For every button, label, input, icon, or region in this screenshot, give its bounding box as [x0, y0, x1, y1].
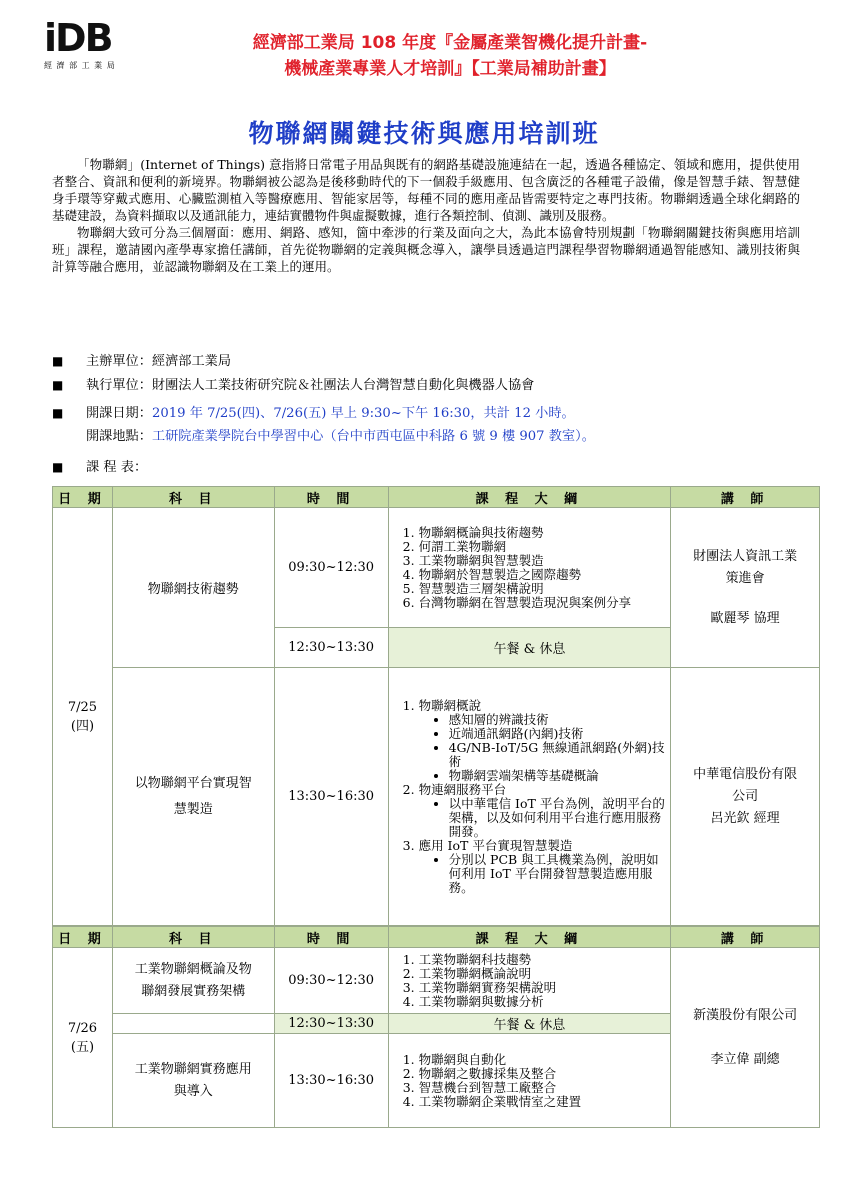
- date-line: [52, 404, 812, 423]
- day2-date: 7/26: [67, 1020, 98, 1036]
- day1-session2-speaker: [671, 668, 820, 926]
- list-item: • 分別以 PCB 與工具機業為例，說明如何利用 IoT 平台開發智慧製造應用服務。: [449, 853, 667, 895]
- sub-list: [419, 713, 667, 783]
- logo-mark: iDB: [44, 16, 112, 60]
- outline-list: [389, 524, 671, 612]
- square-bullet-icon: ■: [52, 354, 64, 368]
- subject-line: 工業物聯網實務應用: [134, 1061, 252, 1077]
- list-item: 2. 物聯網之數據採集及整合: [419, 1067, 667, 1081]
- subject-line: 聯網發展實務架構: [141, 983, 246, 999]
- header-speaker: 講 師: [671, 487, 820, 508]
- header-subject: 科 目: [112, 927, 274, 948]
- list-item: 3. 智慧機台到智慧工廠整合: [419, 1081, 667, 1095]
- speaker-org: 財團法人資訊工業: [693, 548, 798, 564]
- day1-session2-time: 13:30~16:30: [274, 668, 388, 926]
- list-item: • 4G/NB-IoT/5G 無線通訊網路(外網)技術: [449, 741, 667, 769]
- square-bullet-icon: ■: [52, 406, 64, 420]
- list-item: 4. 工業物聯網與數據分析: [419, 995, 667, 1009]
- page-title: 物聯網關鍵技術與應用培訓班: [248, 119, 600, 148]
- sub-list: [419, 853, 667, 895]
- list-item: 4. 工業物聯網企業戰情室之建置: [419, 1095, 667, 1109]
- list-item: 5. 智慧製造三層架構說明: [419, 582, 667, 596]
- subject-line: 慧製造: [173, 801, 213, 817]
- logo-subtitle: 經 濟 部 工 業 局: [44, 61, 116, 70]
- list-item: 1. 物聯網與自動化: [419, 1053, 667, 1067]
- day1-lunch-time: 12:30~13:30: [274, 628, 388, 668]
- outline-list: [389, 951, 671, 1011]
- program-header: [150, 30, 750, 82]
- day1-date: 7/25: [67, 699, 98, 715]
- schedule-table-day2: [52, 926, 820, 1128]
- date-value: 2019 年 7/25(四)、7/26(五) 早上 9:30~下午 16:30，共計 12 小時。: [151, 406, 575, 421]
- outline-item-text: 應用 IoT 平台實現智慧製造: [418, 837, 573, 853]
- subject-line: 工業物聯網概論及物: [134, 961, 252, 977]
- header-time: 時 間: [274, 487, 388, 508]
- subject-line: 以物聯網平台實現智: [134, 775, 252, 791]
- day1-lunch: 午餐 & 休息: [388, 628, 671, 668]
- speaker-org: 新漢股份有限公司: [693, 1007, 798, 1023]
- day2-session1-subject: [112, 948, 274, 1014]
- day1-weekday: (四): [70, 718, 95, 734]
- executor-text: 執行單位：財團法人工業技術研究院＆社團法人台灣智慧自動化與機器人協會: [86, 378, 535, 393]
- organizer-line: [52, 352, 812, 371]
- place-line: [52, 428, 812, 446]
- speaker-name: 呂光欽 經理: [710, 810, 780, 826]
- square-bullet-icon: ■: [52, 378, 64, 392]
- place-value: 工研院產業學院台中學習中心（台中市西屯區中科路 6 號 9 樓 907 教室）。: [151, 429, 595, 444]
- schedule-heading: [52, 458, 812, 477]
- header-date: 日 期: [53, 927, 113, 948]
- table-header-row: [53, 487, 820, 508]
- day1-date-cell: [53, 508, 113, 926]
- idb-logo: [44, 18, 134, 74]
- day2-speaker: [671, 948, 820, 1128]
- intro-paragraph-1: 「物聯網」(Internet of Things) 意指將日常電子用品與既有的網路基礎設施連結在一起，透過各種協定、領域和應用，提供使用者整合、資訊和便利的新境界。物聯網被公認為是後移動時代的下一個殺手級應用、包含廣泛的各種電子設備，像是智慧手錶、智慧健身手環等穿戴式應用、心臟監測植入等醫療應用、智能家居等，每種不同的應用產品皆需要特定之專門技術。物聯網透過全球化網路的基礎建設，為資料擷取以及通訊能力，連結實體物件與虛擬數據，進行各類控制、偵測、識別及服務。: [52, 157, 800, 223]
- table-row: [53, 668, 820, 926]
- speaker-org: 策進會: [725, 570, 765, 586]
- day1-session2-outline: [388, 668, 671, 926]
- header-outline: 課 程 大 綱: [388, 487, 671, 508]
- organizer-text: 主辦單位：經濟部工業局: [86, 354, 232, 369]
- day2-lunch: 午餐 & 休息: [388, 1014, 671, 1034]
- header-outline: 課 程 大 綱: [388, 927, 671, 948]
- header-subject: 科 目: [112, 487, 274, 508]
- square-bullet-icon: ■: [52, 460, 64, 474]
- outline-item-text: 物聯網概說: [418, 697, 482, 713]
- table-row: [53, 948, 820, 1014]
- header-date: 日 期: [53, 487, 113, 508]
- day1-session1-speaker: [671, 508, 820, 668]
- speaker-name: 李立偉 副總: [710, 1051, 780, 1067]
- list-item: 3. 工業物聯網與智慧製造: [419, 554, 667, 568]
- outline-item-text: 物連網服務平台: [418, 781, 507, 797]
- schedule-label: 課 程 表：: [86, 460, 148, 475]
- schedule-table-day1: [52, 486, 820, 926]
- speaker-org: 中華電信股份有限: [693, 766, 798, 782]
- header-line-2: 機械產業專業人才培訓』【工業局補助計畫】: [284, 59, 616, 79]
- place-label: 開課地點：: [86, 429, 152, 444]
- outline-list: [389, 1051, 671, 1111]
- speaker-org: 公司: [732, 788, 759, 804]
- day2-weekday: (五): [70, 1039, 95, 1055]
- intro-paragraph-2: 物聯網大致可分為三個層面：應用、網路、感知，箇中牽涉的行業及面向之大，為此本協會特別規劃「物聯網關鍵技術與應用培訓班」課程，邀請國內產學專家擔任講師，首先從物聯網的定義與概念導入，讓學員透過這門課程學習物聯網通過智能感知、識別技術與計算等融合應用，並認識物聯網及在工業上的運用。: [52, 225, 800, 274]
- executor-line: [52, 376, 812, 395]
- day2-session1-outline: [388, 948, 671, 1014]
- list-item: 2. 何謂工業物聯網: [419, 540, 667, 554]
- list-item: [419, 699, 667, 783]
- header-time: 時 間: [274, 927, 388, 948]
- speaker-name: 歐麗琴 協理: [710, 610, 780, 626]
- day2-date-cell: [53, 948, 113, 1128]
- list-item: • 物聯網雲端架構等基礎概論: [449, 769, 667, 783]
- outline-list: [389, 697, 671, 897]
- day1-session2-subject: [112, 668, 274, 926]
- list-item: • 以中華電信 IoT 平台為例，說明平台的架構，以及如何利用平台進行應用服務開發。: [449, 797, 667, 839]
- day2-session2-subject: [112, 1034, 274, 1128]
- day2-lunch-time: 12:30~13:30: [274, 1014, 388, 1034]
- header-line-1: 經濟部工業局 108 年度『金屬產業智機化提升計畫-: [252, 33, 648, 53]
- day1-session1-subject: 物聯網技術趨勢: [112, 508, 274, 668]
- list-item: 3. 工業物聯網實務架構說明: [419, 981, 667, 995]
- intro-text: [52, 156, 800, 275]
- header-speaker: 講 師: [671, 927, 820, 948]
- list-item: 2. 工業物聯網概論說明: [419, 967, 667, 981]
- list-item: 4. 物聯網於智慧製造之國際趨勢: [419, 568, 667, 582]
- list-item: 1. 物聯網概論與技術趨勢: [419, 526, 667, 540]
- day1-session1-time: 09:30~12:30: [274, 508, 388, 628]
- list-item: • 感知層的辨識技術: [449, 713, 667, 727]
- table-header-row: [53, 927, 820, 948]
- day2-session2-time: 13:30~16:30: [274, 1034, 388, 1128]
- date-label: 開課日期：: [86, 406, 152, 421]
- sub-list: [419, 797, 667, 839]
- list-item: 1. 工業物聯網科技趨勢: [419, 953, 667, 967]
- list-item: 6. 台灣物聯網在智慧製造現況與案例分享: [419, 596, 667, 610]
- day1-session1-outline: [388, 508, 671, 628]
- list-item: • 近端通訊網路(內網)技術: [449, 727, 667, 741]
- subject-line: 與導入: [173, 1083, 213, 1099]
- list-item: [419, 783, 667, 839]
- day2-session1-time: 09:30~12:30: [274, 948, 388, 1014]
- table-row: [53, 508, 820, 628]
- day2-session2-outline: [388, 1034, 671, 1128]
- list-item: [419, 839, 667, 895]
